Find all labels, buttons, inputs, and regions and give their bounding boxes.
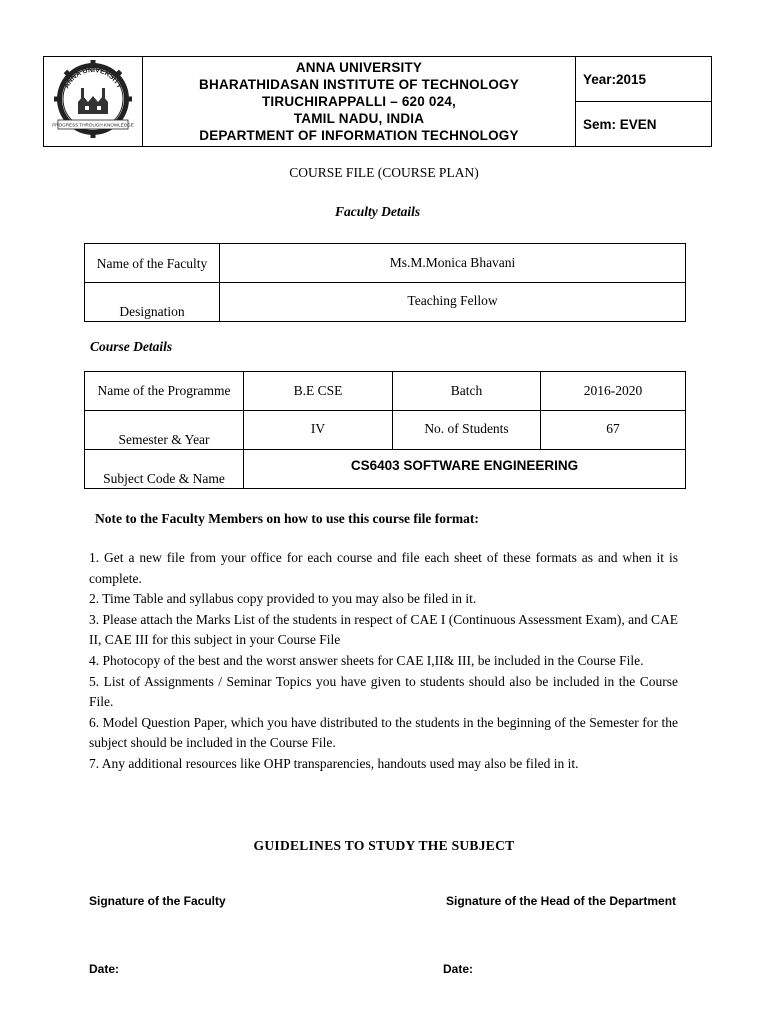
programme-value: B.E CSE bbox=[244, 372, 393, 411]
page-title: COURSE FILE (COURSE PLAN) bbox=[289, 165, 479, 180]
note-item: 4. Photocopy of the best and the worst answer sheets for CAE I,II& III, be included in the Course File. bbox=[89, 652, 644, 668]
university-name: ANNA UNIVERSITY bbox=[295, 60, 423, 75]
programme-label: Name of the Programme bbox=[85, 372, 244, 411]
hod-date-label: Date: bbox=[443, 962, 474, 976]
faculty-signature-label: Signature of the Faculty bbox=[89, 894, 226, 908]
note-item: 1. Get a new file from your office for each course and file each sheet of these formats as and when it is complete. bbox=[89, 550, 678, 586]
subject-label: Subject Code & Name bbox=[85, 450, 244, 489]
svg-text:PROGRESS THROUGH KNOWLEDGE: PROGRESS THROUGH KNOWLEDGE bbox=[52, 122, 134, 128]
faculty-heading: Faculty Details bbox=[335, 204, 421, 219]
logo-cell bbox=[44, 57, 143, 147]
institute-name: BHARATHIDASAN INSTITUTE OF TECHNOLOGY bbox=[199, 77, 519, 92]
course-table bbox=[84, 371, 686, 489]
students-value: 67 bbox=[541, 411, 686, 450]
note-item: 3. Please attach the Marks List of the students in respect of CAE I (Continuous Assessment Exam), and CAE II, CAE III for this subject in your Course File bbox=[89, 611, 678, 648]
svg-text:ANNA UNIVERSITY: ANNA UNIVERSITY bbox=[63, 66, 123, 90]
institute-city: TIRUCHIRAPPALLI – 620 024, bbox=[261, 94, 456, 109]
batch-label: Batch bbox=[393, 372, 541, 411]
guidelines-heading: GUIDELINES TO STUDY THE SUBJECT bbox=[253, 838, 515, 853]
batch-value: 2016-2020 bbox=[541, 372, 686, 411]
course-heading: Course Details bbox=[90, 339, 173, 354]
semester-cell: Sem: EVEN bbox=[576, 102, 712, 147]
semester-value: IV bbox=[244, 411, 393, 450]
designation-label: Designation bbox=[85, 283, 220, 322]
note-item: 2. Time Table and syllabus copy provided to you may also be filed in it. bbox=[89, 591, 477, 607]
faculty-table bbox=[84, 243, 686, 322]
subject-value: CS6403 SOFTWARE ENGINEERING bbox=[244, 450, 686, 489]
faculty-name-value: Ms.M.Monica Bhavani bbox=[220, 244, 686, 283]
year-cell: Year:2015 bbox=[576, 57, 712, 102]
faculty-name-label: Name of the Faculty bbox=[85, 244, 220, 283]
semester-label: Semester & Year bbox=[85, 411, 244, 450]
institution-block bbox=[143, 57, 576, 147]
designation-value: Teaching Fellow bbox=[220, 283, 686, 322]
note-heading: Note to the Faculty Members on how to use this course file format: bbox=[95, 511, 479, 526]
institute-state: TAMIL NADU, INDIA bbox=[293, 111, 425, 126]
notes-list bbox=[89, 548, 678, 775]
note-item: 6. Model Question Paper, which you have distributed to the students in the beginning of the Semester for the subject should be included in the Course File. bbox=[89, 714, 678, 751]
faculty-date-label: Date: bbox=[89, 962, 120, 976]
header-table bbox=[43, 56, 712, 147]
students-label: No. of Students bbox=[393, 411, 541, 450]
university-seal-icon bbox=[52, 58, 134, 140]
hod-signature-label: Signature of the Head of the Department bbox=[446, 894, 677, 908]
department-name: DEPARTMENT OF INFORMATION TECHNOLOGY bbox=[199, 128, 519, 143]
note-item: 5. List of Assignments / Seminar Topics you have given to students should also be included in the Course File. bbox=[89, 673, 678, 710]
note-item: 7. Any additional resources like OHP transparencies, handouts used may also be filed in it. bbox=[89, 755, 579, 771]
